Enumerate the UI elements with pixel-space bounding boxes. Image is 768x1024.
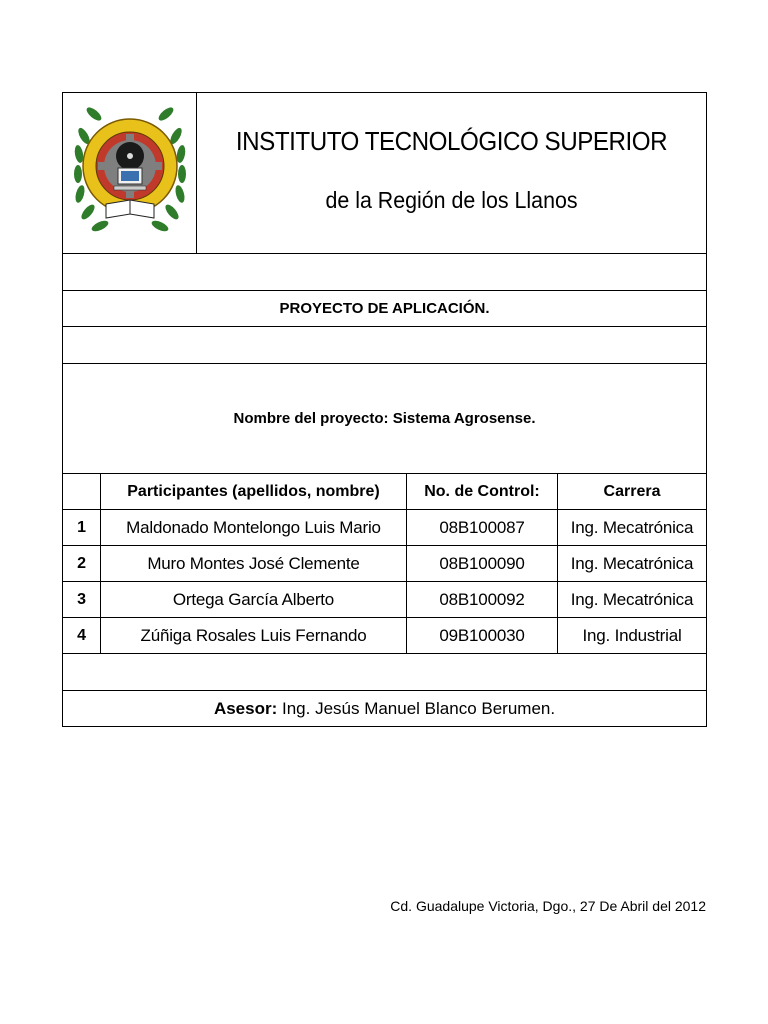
control-number: 08B100090 (407, 546, 558, 582)
advisor (63, 691, 707, 727)
row-number: 2 (63, 546, 101, 582)
control-number: 09B100030 (407, 618, 558, 654)
column-header-control: No. de Control: (407, 474, 558, 510)
project-name-row (63, 364, 707, 474)
participant-name: Muro Montes José Clemente (101, 546, 407, 582)
participant-name: Zúñiga Rosales Luis Fernando (101, 618, 407, 654)
career: Ing. Mecatrónica (558, 546, 707, 582)
table-row (63, 546, 707, 582)
institution-title (197, 93, 707, 254)
column-header-participants: Participantes (apellidos, nombre) (101, 474, 407, 510)
participants-header-row (63, 474, 707, 510)
participant-name: Ortega García Alberto (101, 582, 407, 618)
place-date: Cd. Guadalupe Victoria, Dgo., 27 De Abril del 2012 (390, 898, 706, 914)
institution-seal-logo (70, 96, 190, 246)
career: Ing. Industrial (558, 618, 707, 654)
control-number: 08B100092 (407, 582, 558, 618)
institution-line-2: de la Región de los Llanos (325, 187, 578, 213)
advisor-row (63, 691, 707, 727)
blank-row (63, 327, 707, 364)
table-row (63, 510, 707, 546)
logo-cell (63, 93, 197, 254)
row-number: 1 (63, 510, 101, 546)
blank-row (63, 254, 707, 291)
column-header-num (63, 474, 101, 510)
row-number: 4 (63, 618, 101, 654)
computer-icon (114, 168, 146, 190)
advisor-label: Asesor: (213, 698, 278, 718)
career: Ing. Mecatrónica (558, 510, 707, 546)
institution-line-1: INSTITUTO TECNOLÓGICO SUPERIOR (235, 126, 668, 156)
advisor-name: Ing. Jesús Manuel Blanco Berumen. (281, 698, 556, 718)
book-icon (106, 200, 154, 218)
document-type-row (63, 291, 707, 327)
column-header-career: Carrera (558, 474, 707, 510)
document-type: PROYECTO DE APLICACIÓN. (63, 291, 707, 327)
row-number: 3 (63, 582, 101, 618)
header-row (63, 93, 707, 254)
control-number: 08B100087 (407, 510, 558, 546)
table-row (63, 618, 707, 654)
participant-name: Maldonado Montelongo Luis Mario (101, 510, 407, 546)
document-table (62, 92, 707, 727)
table-row (63, 582, 707, 618)
blank-row (63, 654, 707, 691)
project-name: Nombre del proyecto: Sistema Agrosense. (63, 364, 707, 474)
career: Ing. Mecatrónica (558, 582, 707, 618)
